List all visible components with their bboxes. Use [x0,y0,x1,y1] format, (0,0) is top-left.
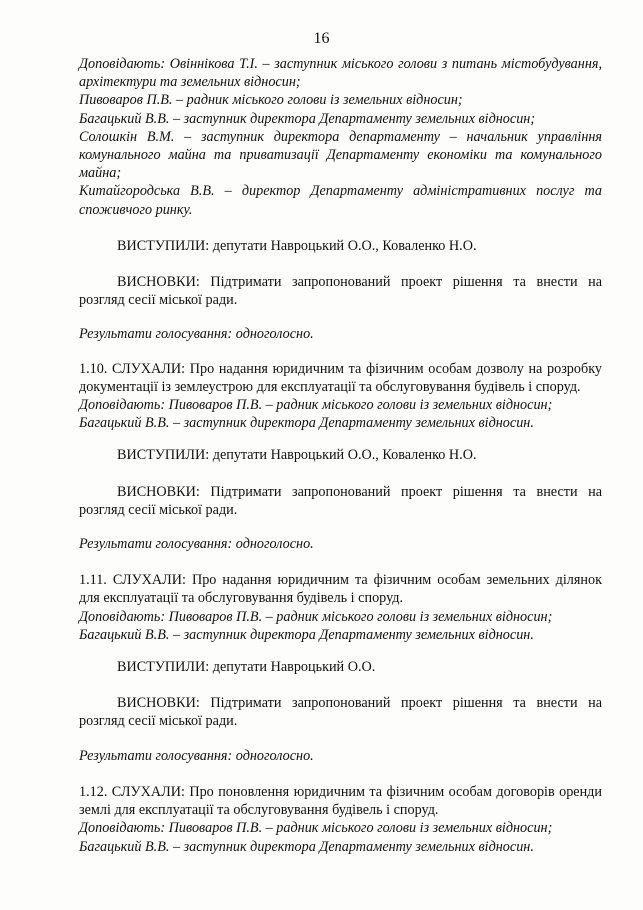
conclusion-paragraph: ВИСНОВКИ: Підтримати запропонований проект рішення та внести на розгляд сесії міської ради. [79,695,602,730]
reporter-line: Багацький В.В. – заступник директора Департаменту земельних відносин. [79,838,534,855]
reporter-line: Багацький В.В. – заступник директора Департаменту земельних відносин. [79,626,534,643]
vote-result: Результати голосування: одноголосно. [79,536,314,553]
reporter-line: Доповідають: Овіннікова Т.І. – заступник міського голови з питань містобудування, архітектури та земельних відносин; [79,56,602,91]
reporter-line: Доповідають: Пивоваров П.В. – радник міського голови із земельних відносин; [79,397,553,414]
conclusion-paragraph: ВИСНОВКИ: Підтримати запропонований проект рішення та внести на розгляд сесії міської ради. [79,483,602,518]
reporter-line: Багацький В.В. – заступник директора Департаменту земельних відносин; [79,110,536,127]
speakers-line: ВИСТУПИЛИ: депутати Навроцький О.О., Коваленко Н.О. [117,237,477,254]
speakers-line: ВИСТУПИЛИ: депутати Навроцький О.О. [117,659,376,676]
reporter-line: Доповідають: Пивоваров П.В. – радник міського голови із земельних відносин; [79,608,553,625]
vote-result: Результати голосування: одноголосно. [79,747,314,764]
reporter-line: Багацький В.В. – заступник директора Департаменту земельних відносин. [79,415,534,432]
vote-result: Результати голосування: одноголосно. [79,326,314,343]
heard-item-1-10: 1.10. СЛУХАЛИ: Про надання юридичним та фізичним особам дозволу на розробку документації із землеустрою для експлуатації та обслуговування будівель і споруд. [79,360,602,395]
reporter-line: Пивоваров П.В. – радник міського голови із земельних відносин; [79,92,463,109]
speakers-line: ВИСТУПИЛИ: депутати Навроцький О.О., Коваленко Н.О. [117,447,477,464]
page-number: 16 [313,30,330,47]
reporter-line: Солошкін В.М. – заступник директора департаменту – начальник управління комунального майна та приватизації Департаменту економіки та комунального майна; [79,128,602,182]
reporter-line: Доповідають: Пивоваров П.В. – радник міського голови із земельних відносин; [79,820,553,837]
heard-item-1-11: 1.11. СЛУХАЛИ: Про надання юридичним та фізичним особам земельних ділянок для експлуатації та обслуговування будівель і споруд. [79,572,602,607]
reporters-block [79,55,602,219]
heard-item-1-12: 1.12. СЛУХАЛИ: Про поновлення юридичним та фізичним особам договорів оренди землі для експлуатації та обслуговування будівель і споруд. [79,783,602,819]
document-body [79,55,602,856]
reporter-line: Китайгородська В.В. – директор Департаменту адміністративних послуг та споживчого ринку. [79,183,602,218]
conclusion-paragraph: ВИСНОВКИ: Підтримати запропонований проект рішення та внести на розгляд сесії міської ради. [79,274,602,309]
